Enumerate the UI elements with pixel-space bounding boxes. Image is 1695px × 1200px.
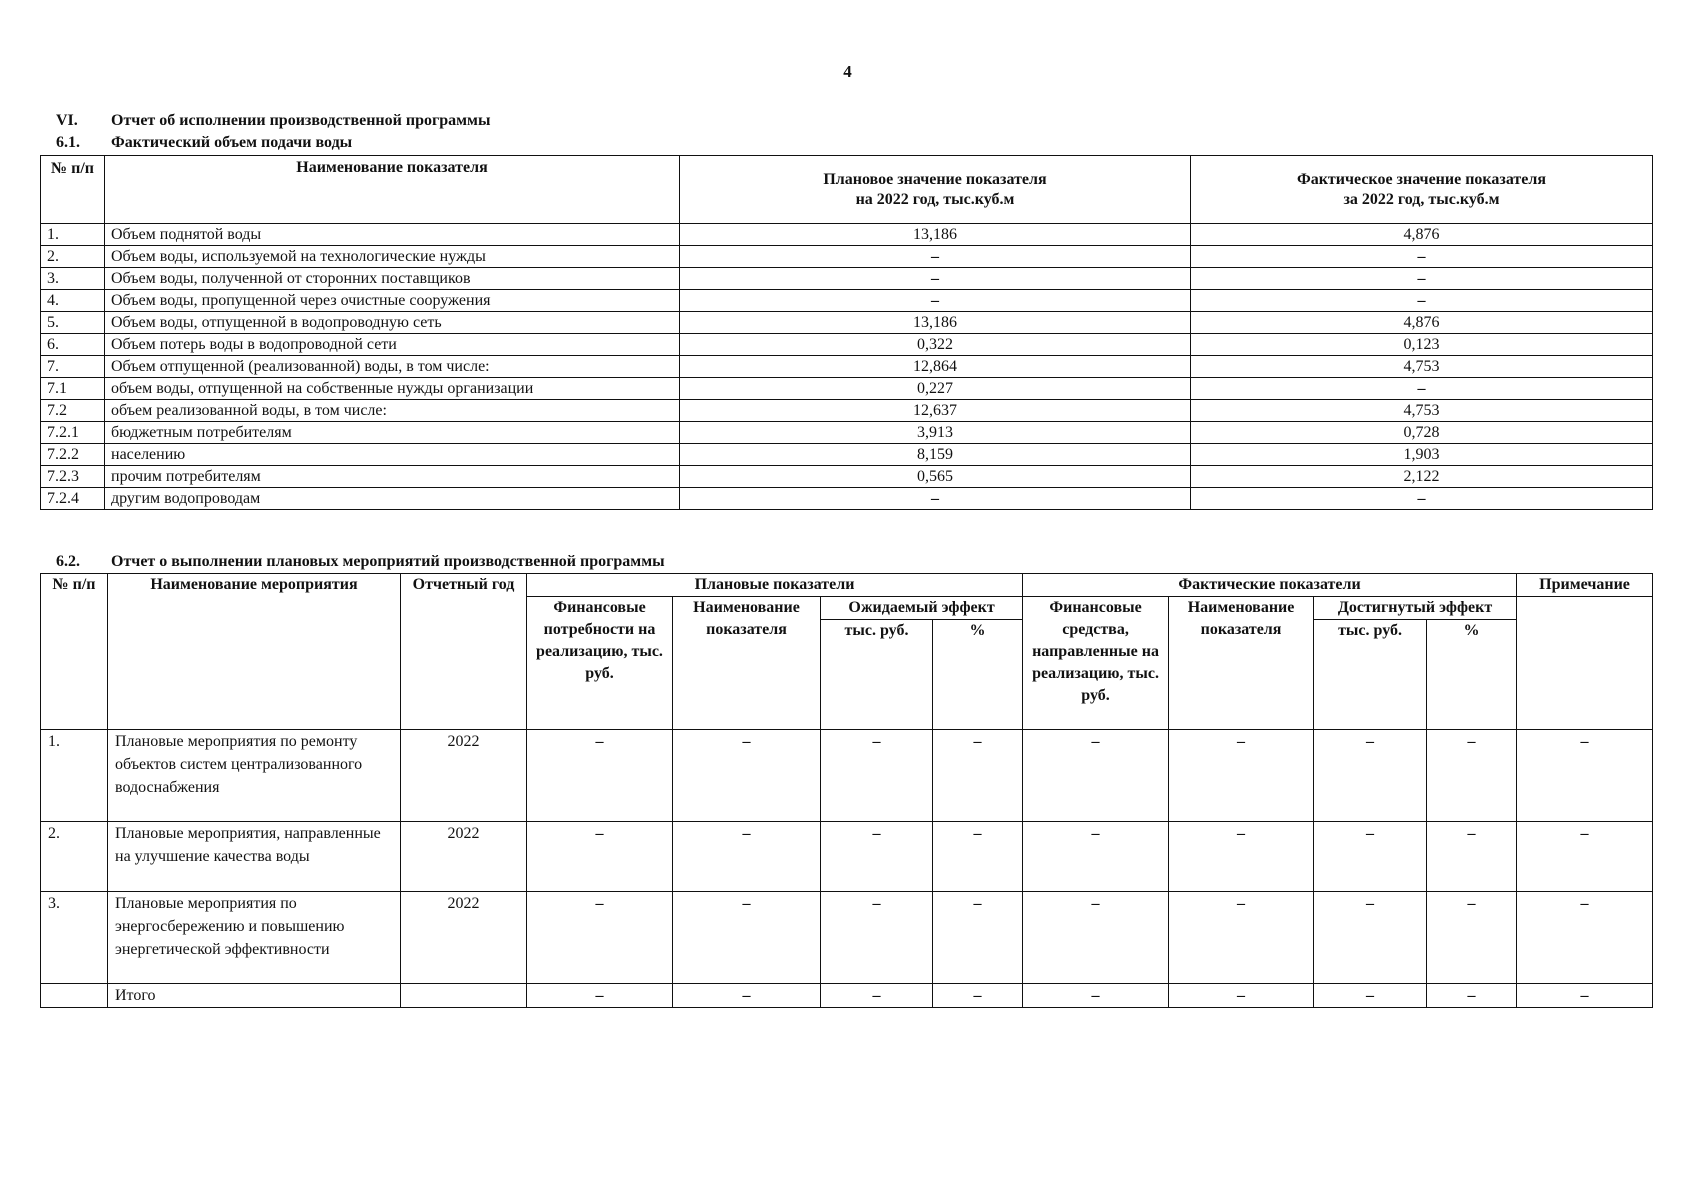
row-plan-rub: – (821, 984, 933, 1008)
row-fact-indicator: – (1169, 984, 1314, 1008)
row-number: 6. (41, 334, 105, 356)
table-row (41, 246, 1653, 268)
section-6-1-title (56, 134, 352, 152)
row-fact-value: – (1191, 378, 1653, 400)
col-header-plan-indicator: Наименование показателя (673, 597, 821, 730)
col-header-plan-group: Плановые показатели (527, 574, 1023, 597)
row-plan-value: – (680, 290, 1191, 312)
table-row (41, 334, 1653, 356)
row-plan-value: 0,565 (680, 466, 1191, 488)
row-plan-value: 0,322 (680, 334, 1191, 356)
col-header-no: № п/п (41, 574, 108, 730)
row-number: 7.2.1 (41, 422, 105, 444)
table-row (41, 400, 1653, 422)
row-fact-pct: – (1427, 984, 1517, 1008)
row-indicator-name: Объем воды, полученной от сторонних поставщиков (105, 268, 680, 290)
row-plan-value: – (680, 268, 1191, 290)
table-row (41, 422, 1653, 444)
row-fact-value: 0,123 (1191, 334, 1653, 356)
table-row (41, 730, 1653, 822)
row-number: 7.2.2 (41, 444, 105, 466)
table-row (41, 268, 1653, 290)
row-plan-indicator: – (673, 984, 821, 1008)
row-year (401, 984, 527, 1008)
row-fact-financing: – (1023, 822, 1169, 892)
row-fact-value: 4,876 (1191, 312, 1653, 334)
col-header-fact-pct: % (1427, 620, 1517, 730)
row-number: 5. (41, 312, 105, 334)
section-6-1-text: Фактический объем подачи воды (111, 134, 353, 151)
row-fact-value: – (1191, 246, 1653, 268)
row-plan-value: 12,864 (680, 356, 1191, 378)
row-fact-value: 4,753 (1191, 400, 1653, 422)
row-plan-rub: – (821, 730, 933, 822)
col-header-fact-group: Фактические показатели (1023, 574, 1517, 597)
row-year: 2022 (401, 892, 527, 984)
section-6-2-text: Отчет о выполнении плановых мероприятий производственной программы (111, 553, 665, 570)
section-6-text: Отчет об исполнении производственной программы (111, 112, 491, 129)
col-header-fact-financing: Финансовые средства, направленные на реализацию, тыс. руб. (1023, 597, 1169, 730)
row-fact-indicator: – (1169, 730, 1314, 822)
table-row (41, 822, 1653, 892)
row-number: 1. (41, 730, 108, 822)
col-header-measure-name: Наименование мероприятия (108, 574, 401, 730)
row-fact-rub: – (1314, 892, 1427, 984)
row-number: 7.2.3 (41, 466, 105, 488)
row-plan-value: 12,637 (680, 400, 1191, 422)
table-row (41, 356, 1653, 378)
col-header-plan-pct: % (933, 620, 1023, 730)
table-row (41, 892, 1653, 984)
section-6-title (56, 112, 490, 130)
row-plan-value: 8,159 (680, 444, 1191, 466)
row-number: 3. (41, 268, 105, 290)
table-row (41, 290, 1653, 312)
row-number: 7.2.4 (41, 488, 105, 510)
row-fact-value: 0,728 (1191, 422, 1653, 444)
row-indicator-name: Объем поднятой воды (105, 224, 680, 246)
row-fact-financing: – (1023, 730, 1169, 822)
row-fact-value: 4,753 (1191, 356, 1653, 378)
row-number: 3. (41, 892, 108, 984)
row-note: – (1517, 892, 1653, 984)
row-indicator-name: Объем потерь воды в водопроводной сети (105, 334, 680, 356)
col-header-fact-line1: Фактическое значение показателя (1296, 170, 1547, 188)
row-indicator-name: Объем воды, отпущенной в водопроводную сеть (105, 312, 680, 334)
row-fact-financing: – (1023, 892, 1169, 984)
row-number: 7.2 (41, 400, 105, 422)
row-plan-financing: – (527, 822, 673, 892)
row-year: 2022 (401, 730, 527, 822)
row-fact-financing: – (1023, 984, 1169, 1008)
table-row (41, 466, 1653, 488)
row-measure-name: Плановые мероприятия по энергосбережению и повышению энергетической эффективности (108, 892, 401, 984)
row-fact-value: 4,876 (1191, 224, 1653, 246)
row-plan-value: 3,913 (680, 422, 1191, 444)
row-year: 2022 (401, 822, 527, 892)
row-indicator-name: Объем воды, пропущенной через очистные сооружения (105, 290, 680, 312)
row-plan-financing: – (527, 984, 673, 1008)
row-fact-rub: – (1314, 730, 1427, 822)
col-header-fact-indicator: Наименование показателя (1169, 597, 1314, 730)
row-plan-value: 13,186 (680, 312, 1191, 334)
planned-measures-table (40, 573, 1653, 1008)
col-header-report-year: Отчетный год (401, 574, 527, 730)
row-plan-indicator: – (673, 822, 821, 892)
col-header-plan-line1: Плановое значение показателя (823, 170, 1047, 188)
section-6-2-title (56, 553, 665, 571)
row-plan-value: – (680, 488, 1191, 510)
row-plan-pct: – (933, 984, 1023, 1008)
row-plan-rub: – (821, 892, 933, 984)
col-header-no: № п/п (41, 156, 105, 224)
col-header-fact-line2: за 2022 год, тыс.куб.м (1343, 190, 1500, 208)
row-plan-pct: – (933, 822, 1023, 892)
row-fact-pct: – (1427, 730, 1517, 822)
row-indicator-name: бюджетным потребителям (105, 422, 680, 444)
row-note: – (1517, 730, 1653, 822)
row-indicator-name: прочим потребителям (105, 466, 680, 488)
row-plan-pct: – (933, 730, 1023, 822)
col-header-fact-effect: Достигнутый эффект (1314, 597, 1517, 620)
row-fact-value: 1,903 (1191, 444, 1653, 466)
table-row (41, 488, 1653, 510)
row-fact-value: – (1191, 488, 1653, 510)
col-header-plan-rub: тыс. руб. (821, 620, 933, 730)
row-number: 4. (41, 290, 105, 312)
row-number: 2. (41, 822, 108, 892)
row-fact-rub: – (1314, 822, 1427, 892)
col-header-plan-value (680, 156, 1191, 224)
row-measure-name: Плановые мероприятия, направленные на улучшение качества воды (108, 822, 401, 892)
table-row (41, 224, 1653, 246)
row-plan-indicator: – (673, 730, 821, 822)
row-fact-pct: – (1427, 822, 1517, 892)
section-6-number: VI. (56, 112, 78, 129)
row-plan-value: 13,186 (680, 224, 1191, 246)
row-number: 2. (41, 246, 105, 268)
row-fact-pct: – (1427, 892, 1517, 984)
row-plan-indicator: – (673, 892, 821, 984)
row-measure-name: Итого (108, 984, 401, 1008)
row-number (41, 984, 108, 1008)
row-plan-financing: – (527, 730, 673, 822)
row-measure-name: Плановые мероприятия по ремонту объектов систем централизованного водоснабжения (108, 730, 401, 822)
row-number: 7.1 (41, 378, 105, 400)
section-6-2-number: 6.2. (56, 553, 80, 570)
row-note: – (1517, 822, 1653, 892)
row-indicator-name: другим водопроводам (105, 488, 680, 510)
row-plan-pct: – (933, 892, 1023, 984)
col-header-note-empty (1517, 597, 1653, 730)
row-number: 1. (41, 224, 105, 246)
page-number: 4 (843, 62, 852, 81)
row-plan-rub: – (821, 822, 933, 892)
col-header-indicator-name: Наименование показателя (105, 156, 680, 224)
row-fact-value: – (1191, 290, 1653, 312)
row-plan-financing: – (527, 892, 673, 984)
water-supply-volume-table (40, 155, 1653, 510)
row-indicator-name: Объем воды, используемой на технологические нужды (105, 246, 680, 268)
row-plan-value: – (680, 246, 1191, 268)
row-number: 7. (41, 356, 105, 378)
col-header-plan-line2: на 2022 год, тыс.куб.м (855, 190, 1015, 208)
col-header-fact-value (1191, 156, 1653, 224)
row-fact-indicator: – (1169, 822, 1314, 892)
row-indicator-name: населению (105, 444, 680, 466)
row-indicator-name: объем реализованной воды, в том числе: (105, 400, 680, 422)
col-header-fact-rub: тыс. руб. (1314, 620, 1427, 730)
row-indicator-name: Объем отпущенной (реализованной) воды, в том числе: (105, 356, 680, 378)
row-fact-rub: – (1314, 984, 1427, 1008)
table-row (41, 312, 1653, 334)
col-header-note: Примечание (1517, 574, 1653, 597)
row-plan-value: 0,227 (680, 378, 1191, 400)
col-header-plan-effect: Ожидаемый эффект (821, 597, 1023, 620)
section-6-1-number: 6.1. (56, 134, 80, 151)
row-fact-value: 2,122 (1191, 466, 1653, 488)
row-fact-value: – (1191, 268, 1653, 290)
table-row (41, 378, 1653, 400)
table-row (41, 444, 1653, 466)
col-header-plan-financing: Финансовые потребности на реализацию, тыс. руб. (527, 597, 673, 730)
row-note: – (1517, 984, 1653, 1008)
row-indicator-name: объем воды, отпущенной на собственные нужды организации (105, 378, 680, 400)
table-row-total (41, 984, 1653, 1008)
row-fact-indicator: – (1169, 892, 1314, 984)
